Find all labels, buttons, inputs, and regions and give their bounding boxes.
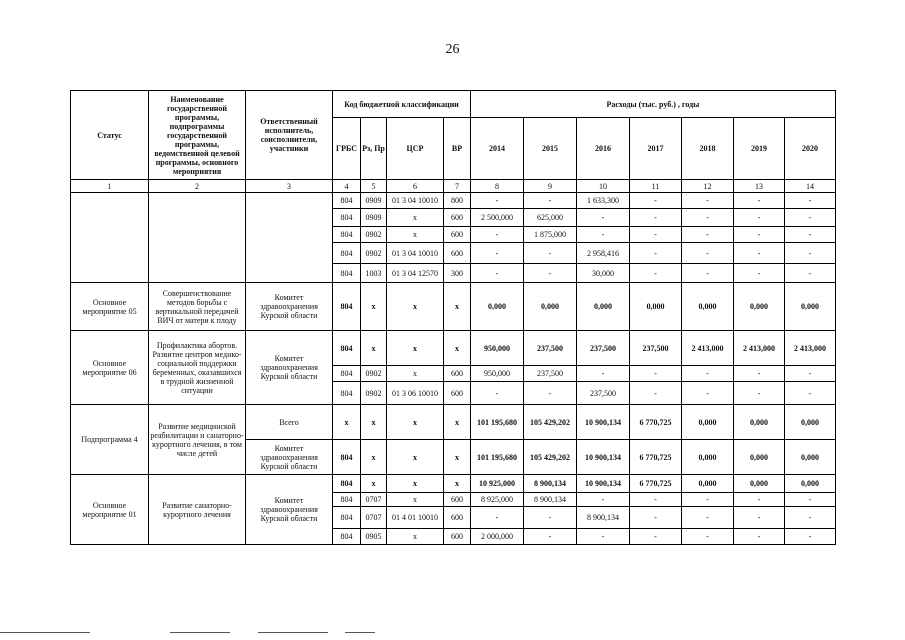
amount-cell: - [630, 193, 682, 209]
bcc-cell: 0905 [361, 529, 387, 545]
amount-cell: 6 770,725 [630, 440, 682, 475]
amount-cell: 6 770,725 [630, 405, 682, 440]
bcc-cell: 600 [444, 243, 471, 264]
amount-cell: - [785, 209, 836, 227]
amount-cell: - [734, 227, 785, 243]
bcc-cell: 1003 [361, 264, 387, 283]
amount-cell: 0,000 [734, 283, 785, 331]
bcc-cell: x [444, 331, 471, 366]
bcc-cell: 600 [444, 493, 471, 507]
amount-cell: 8 925,000 [471, 493, 524, 507]
amount-cell: 950,000 [471, 331, 524, 366]
amount-cell: - [682, 227, 734, 243]
executor-cell: Комитет здравоохранения Курской области [246, 283, 333, 331]
bcc-cell: 804 [333, 193, 361, 209]
bcc-cell: 804 [333, 507, 361, 529]
bcc-cell: x [361, 405, 387, 440]
column-number: 8 [471, 180, 524, 193]
bcc-cell: 600 [444, 209, 471, 227]
column-number: 2 [149, 180, 246, 193]
amount-cell: - [630, 493, 682, 507]
bcc-cell: x [387, 529, 444, 545]
name-cell: Совершенствование методов борьбы с вертикальной передачей ВИЧ от матери к плоду [149, 283, 246, 331]
amount-cell: - [630, 243, 682, 264]
amount-cell: - [577, 366, 630, 382]
amount-cell: - [785, 366, 836, 382]
bcc-cell: 600 [444, 507, 471, 529]
amount-cell: 0,000 [734, 405, 785, 440]
header-csr: ЦСР [387, 118, 444, 180]
table-row [71, 405, 836, 440]
bcc-cell: x [361, 475, 387, 493]
amount-cell: - [577, 227, 630, 243]
header-year: 2016 [577, 118, 630, 180]
amount-cell: 625,000 [524, 209, 577, 227]
bcc-cell: x [361, 440, 387, 475]
amount-cell: - [630, 529, 682, 545]
bcc-cell: x [333, 405, 361, 440]
amount-cell: - [630, 507, 682, 529]
table-row [71, 193, 836, 209]
amount-cell: - [630, 227, 682, 243]
bcc-cell: 804 [333, 440, 361, 475]
amount-cell: 2 413,000 [785, 331, 836, 366]
bcc-cell: 804 [333, 264, 361, 283]
amount-cell: - [785, 507, 836, 529]
bcc-cell: 0909 [361, 209, 387, 227]
amount-cell: 1 875,000 [524, 227, 577, 243]
amount-cell: 10 925,000 [471, 475, 524, 493]
column-number: 7 [444, 180, 471, 193]
amount-cell: - [734, 209, 785, 227]
bcc-cell: 804 [333, 209, 361, 227]
amount-cell: 237,500 [524, 366, 577, 382]
name-cell: Развитие санаторно-курортного лечения [149, 475, 246, 545]
amount-cell: 0,000 [524, 283, 577, 331]
bcc-cell: 804 [333, 475, 361, 493]
column-number: 5 [361, 180, 387, 193]
amount-cell: 1 633,300 [577, 193, 630, 209]
amount-cell: 30,000 [577, 264, 630, 283]
amount-cell: - [524, 264, 577, 283]
amount-cell: 0,000 [785, 440, 836, 475]
bcc-cell: x [387, 475, 444, 493]
bcc-cell: 300 [444, 264, 471, 283]
bcc-cell: 804 [333, 493, 361, 507]
amount-cell: 0,000 [577, 283, 630, 331]
status-cell: Основное мероприятие 06 [71, 331, 149, 405]
bcc-cell: x [444, 440, 471, 475]
bcc-cell: x [361, 331, 387, 366]
amount-cell: 0,000 [682, 475, 734, 493]
amount-cell: 950,000 [471, 366, 524, 382]
bcc-cell: 0909 [361, 193, 387, 209]
name-cell: Развитие медицинской реабилитации и санаторно-курортного лечения, в том числе детей [149, 405, 246, 475]
bcc-cell: x [361, 283, 387, 331]
bcc-cell: x [444, 475, 471, 493]
amount-cell: 2 413,000 [682, 331, 734, 366]
header-year: 2015 [524, 118, 577, 180]
amount-cell: 2 958,416 [577, 243, 630, 264]
amount-cell: - [577, 493, 630, 507]
executor-cell: Всего [246, 405, 333, 440]
header-year: 2019 [734, 118, 785, 180]
table-row [71, 283, 836, 331]
page-number: 26 [445, 42, 460, 57]
bcc-cell: 0902 [361, 243, 387, 264]
bcc-cell: x [387, 227, 444, 243]
bcc-cell: 800 [444, 193, 471, 209]
amount-cell: 0,000 [471, 283, 524, 331]
header-year: 2020 [785, 118, 836, 180]
bcc-cell: x [387, 209, 444, 227]
amount-cell: 2 500,000 [471, 209, 524, 227]
executor-cell: Комитет здравоохранения Курской области [246, 475, 333, 545]
column-number: 12 [682, 180, 734, 193]
bcc-cell: x [444, 283, 471, 331]
amount-cell: - [524, 243, 577, 264]
amount-cell: - [630, 382, 682, 405]
amount-cell: 2 000,000 [471, 529, 524, 545]
bcc-cell: 804 [333, 243, 361, 264]
column-number: 13 [734, 180, 785, 193]
bcc-cell: 01 3 06 10010 [387, 382, 444, 405]
name-cell [149, 193, 246, 283]
header-expenses: Расходы (тыс. руб.) , годы [471, 91, 836, 118]
amount-cell: 2 413,000 [734, 331, 785, 366]
table-row [71, 475, 836, 493]
bcc-cell: 600 [444, 529, 471, 545]
amount-cell: 0,000 [785, 283, 836, 331]
amount-cell: 101 195,680 [471, 440, 524, 475]
bcc-cell: 804 [333, 529, 361, 545]
amount-cell: - [785, 264, 836, 283]
amount-cell: - [682, 264, 734, 283]
header-grbs: ГРБС [333, 118, 361, 180]
amount-cell: - [734, 366, 785, 382]
header-year: 2017 [630, 118, 682, 180]
amount-cell: 237,500 [524, 331, 577, 366]
bcc-cell: 01 3 04 10010 [387, 193, 444, 209]
bcc-cell: 01 3 04 10010 [387, 243, 444, 264]
amount-cell: 0,000 [785, 475, 836, 493]
amount-cell: - [682, 209, 734, 227]
amount-cell: - [471, 193, 524, 209]
amount-cell: - [785, 382, 836, 405]
amount-cell: - [734, 193, 785, 209]
bcc-cell: 0902 [361, 366, 387, 382]
amount-cell: - [524, 507, 577, 529]
amount-cell: - [471, 243, 524, 264]
status-cell: Основное мероприятие 05 [71, 283, 149, 331]
header-bcc: Код бюджетной классификации [333, 91, 471, 118]
amount-cell: 8 900,134 [577, 507, 630, 529]
bcc-cell: x [387, 405, 444, 440]
bcc-cell: 0902 [361, 382, 387, 405]
bcc-cell: x [387, 440, 444, 475]
header-rzpr: Рз, Пр [361, 118, 387, 180]
column-number: 4 [333, 180, 361, 193]
amount-cell: - [682, 507, 734, 529]
column-number: 10 [577, 180, 630, 193]
status-cell [71, 193, 149, 283]
bcc-cell: 600 [444, 366, 471, 382]
amount-cell: - [682, 366, 734, 382]
status-cell: Основное мероприятие 01 [71, 475, 149, 545]
amount-cell: 0,000 [734, 475, 785, 493]
bcc-cell: 804 [333, 366, 361, 382]
amount-cell: - [785, 227, 836, 243]
amount-cell: - [785, 193, 836, 209]
amount-cell: 6 770,725 [630, 475, 682, 493]
amount-cell: 0,000 [682, 405, 734, 440]
amount-cell: - [471, 264, 524, 283]
bcc-cell: 01 4 01 10010 [387, 507, 444, 529]
amount-cell: - [524, 193, 577, 209]
amount-cell: - [630, 264, 682, 283]
amount-cell: - [471, 382, 524, 405]
amount-cell: 8 900,134 [524, 493, 577, 507]
header-year: 2018 [682, 118, 734, 180]
amount-cell: - [682, 382, 734, 405]
amount-cell: - [785, 529, 836, 545]
bcc-cell: 804 [333, 331, 361, 366]
bcc-cell: 0902 [361, 227, 387, 243]
column-number: 9 [524, 180, 577, 193]
status-cell: Подпрограмма 4 [71, 405, 149, 475]
amount-cell: - [524, 529, 577, 545]
name-cell: Профилактика абортов. Развитие центров медико-социальной поддержки беременных, оказавшихся в трудной жизненной ситуации [149, 331, 246, 405]
amount-cell: 105 429,202 [524, 405, 577, 440]
header-year: 2014 [471, 118, 524, 180]
amount-cell: 10 900,134 [577, 475, 630, 493]
header-row-1 [71, 91, 836, 118]
bcc-cell: x [387, 366, 444, 382]
header-name: Наименование государственной программы, подпрограммы государственной программы, ведомственной целевой программы, основного мероприятия [149, 91, 246, 180]
header-status: Статус [71, 91, 149, 180]
amount-cell: 0,000 [682, 283, 734, 331]
amount-cell: - [682, 243, 734, 264]
amount-cell: - [682, 493, 734, 507]
amount-cell: 237,500 [577, 331, 630, 366]
table-row [71, 331, 836, 366]
bcc-cell: 804 [333, 382, 361, 405]
amount-cell: - [682, 193, 734, 209]
bcc-cell: 804 [333, 227, 361, 243]
bcc-cell: x [444, 405, 471, 440]
amount-cell: - [471, 507, 524, 529]
amount-cell: 105 429,202 [524, 440, 577, 475]
executor-cell: Комитет здравоохранения Курской области [246, 440, 333, 475]
amount-cell: 8 900,134 [524, 475, 577, 493]
column-number: 14 [785, 180, 836, 193]
executor-cell [246, 193, 333, 283]
bcc-cell: x [387, 331, 444, 366]
column-number: 11 [630, 180, 682, 193]
amount-cell: - [577, 209, 630, 227]
amount-cell: - [577, 529, 630, 545]
amount-cell: 0,000 [630, 283, 682, 331]
bcc-cell: 804 [333, 283, 361, 331]
amount-cell: - [734, 243, 785, 264]
amount-cell: - [630, 209, 682, 227]
bcc-cell: 0707 [361, 507, 387, 529]
column-number: 6 [387, 180, 444, 193]
amount-cell: - [682, 529, 734, 545]
amount-cell: - [734, 264, 785, 283]
amount-cell: - [785, 243, 836, 264]
header-vr: ВР [444, 118, 471, 180]
amount-cell: 237,500 [577, 382, 630, 405]
header-executor: Ответственный исполнитель, соисполнители, участники [246, 91, 333, 180]
amount-cell: 0,000 [785, 405, 836, 440]
column-number: 3 [246, 180, 333, 193]
column-number: 1 [71, 180, 149, 193]
amount-cell: 0,000 [734, 440, 785, 475]
amount-cell: - [785, 493, 836, 507]
amount-cell: - [524, 382, 577, 405]
amount-cell: - [734, 493, 785, 507]
bcc-cell: 01 3 04 12570 [387, 264, 444, 283]
bcc-cell: 0707 [361, 493, 387, 507]
bcc-cell: 600 [444, 382, 471, 405]
executor-cell: Комитет здравоохранения Курской области [246, 331, 333, 405]
bcc-cell: 600 [444, 227, 471, 243]
amount-cell: 10 900,134 [577, 440, 630, 475]
column-number-row [71, 180, 836, 193]
bcc-cell: x [387, 493, 444, 507]
amount-cell: 10 900,134 [577, 405, 630, 440]
amount-cell: - [734, 382, 785, 405]
amount-cell: - [734, 529, 785, 545]
amount-cell: - [471, 227, 524, 243]
page-footer-rule [0, 632, 905, 634]
amount-cell: - [734, 507, 785, 529]
amount-cell: 101 195,680 [471, 405, 524, 440]
amount-cell: - [630, 366, 682, 382]
amount-cell: 237,500 [630, 331, 682, 366]
budget-table [70, 90, 836, 545]
amount-cell: 0,000 [682, 440, 734, 475]
bcc-cell: x [387, 283, 444, 331]
